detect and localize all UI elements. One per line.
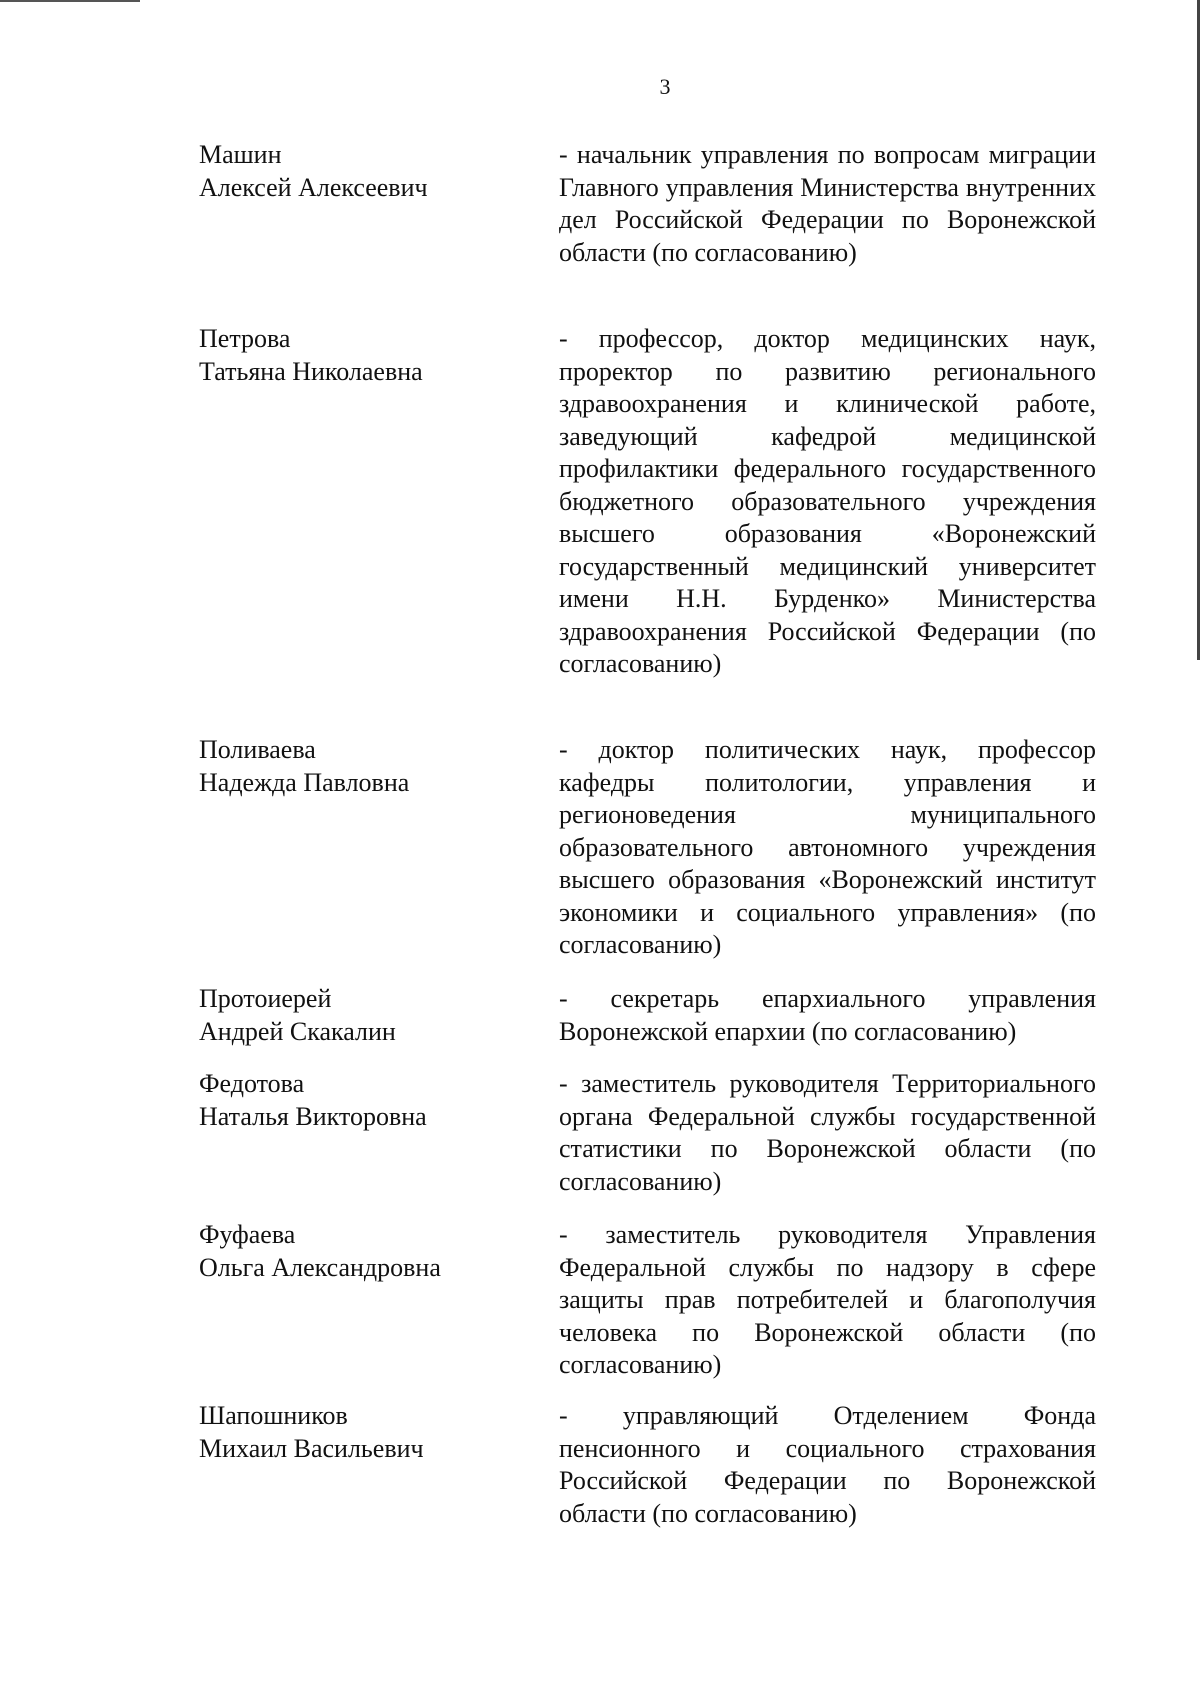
member-name — [199, 139, 529, 204]
member-given-names: Алексей Алексеевич — [199, 172, 428, 202]
member-surname: Поливаева — [199, 735, 316, 764]
member-name — [199, 1400, 529, 1465]
member-surname: Протоиерей — [199, 984, 332, 1013]
member-surname: Фуфаева — [199, 1220, 296, 1249]
member-role: - заместитель руководителя Территориального органа Федеральной службы государственной статистики по Воронежской области (по согласованию) — [559, 1069, 1096, 1196]
member-role: - заместитель руководителя Управления Федеральной службы по надзору в сфере защиты прав потребителей и благополучия человека по Воронежской области (по согласованию) — [559, 1220, 1096, 1379]
member-given-names: Ольга Александровна — [199, 1252, 441, 1282]
scan-edge-top — [0, 0, 140, 2]
member-given-names: Андрей Скакалин — [199, 1016, 396, 1046]
member-given-names: Надежда Павловна — [199, 767, 410, 797]
member-role: - начальник управления по вопросам миграции Главного управления Министерства внутренних дел Российской Федерации по Воронежской области (по согласованию) — [559, 140, 1096, 267]
member-role: - управляющий Отделением Фонда пенсионного и социального страхования Российской Федерации по Воронежской области (по согласованию) — [559, 1401, 1096, 1528]
member-role: - профессор, доктор медицинских наук, проректор по развитию регионального здравоохранения и клинической работе, заведующий кафедрой медицинской профилактики федерального государственного бюджетного образовательного учреждения высшего образования «Воронежский государственный медицинский университет имени Н.Н. Бурденко» Министерства здравоохранения Российской Федерации (по согласованию) — [559, 324, 1096, 678]
page-number: 3 — [659, 74, 671, 99]
member-surname: Петрова — [199, 324, 291, 353]
member-name — [199, 1068, 529, 1133]
member-given-names: Наталья Викторовна — [199, 1101, 427, 1131]
member-surname: Федотова — [199, 1069, 305, 1098]
member-name — [199, 323, 529, 388]
member-given-names: Михаил Васильевич — [199, 1433, 424, 1463]
member-role: - доктор политических наук, профессор кафедры политологии, управления и регионоведения муниципального образовательного автономного учреждения высшего образования «Воронежский институт экономики и социального управления» (по согласованию) — [559, 735, 1096, 959]
member-name — [199, 983, 529, 1048]
member-name — [199, 1219, 529, 1284]
member-name — [199, 734, 529, 799]
member-given-names: Татьяна Николаевна — [199, 356, 423, 386]
member-surname: Шапошников — [199, 1401, 348, 1430]
member-surname: Машин — [199, 140, 282, 169]
member-role: - секретарь епархиального управления Воронежской епархии (по согласованию) — [559, 984, 1096, 1046]
